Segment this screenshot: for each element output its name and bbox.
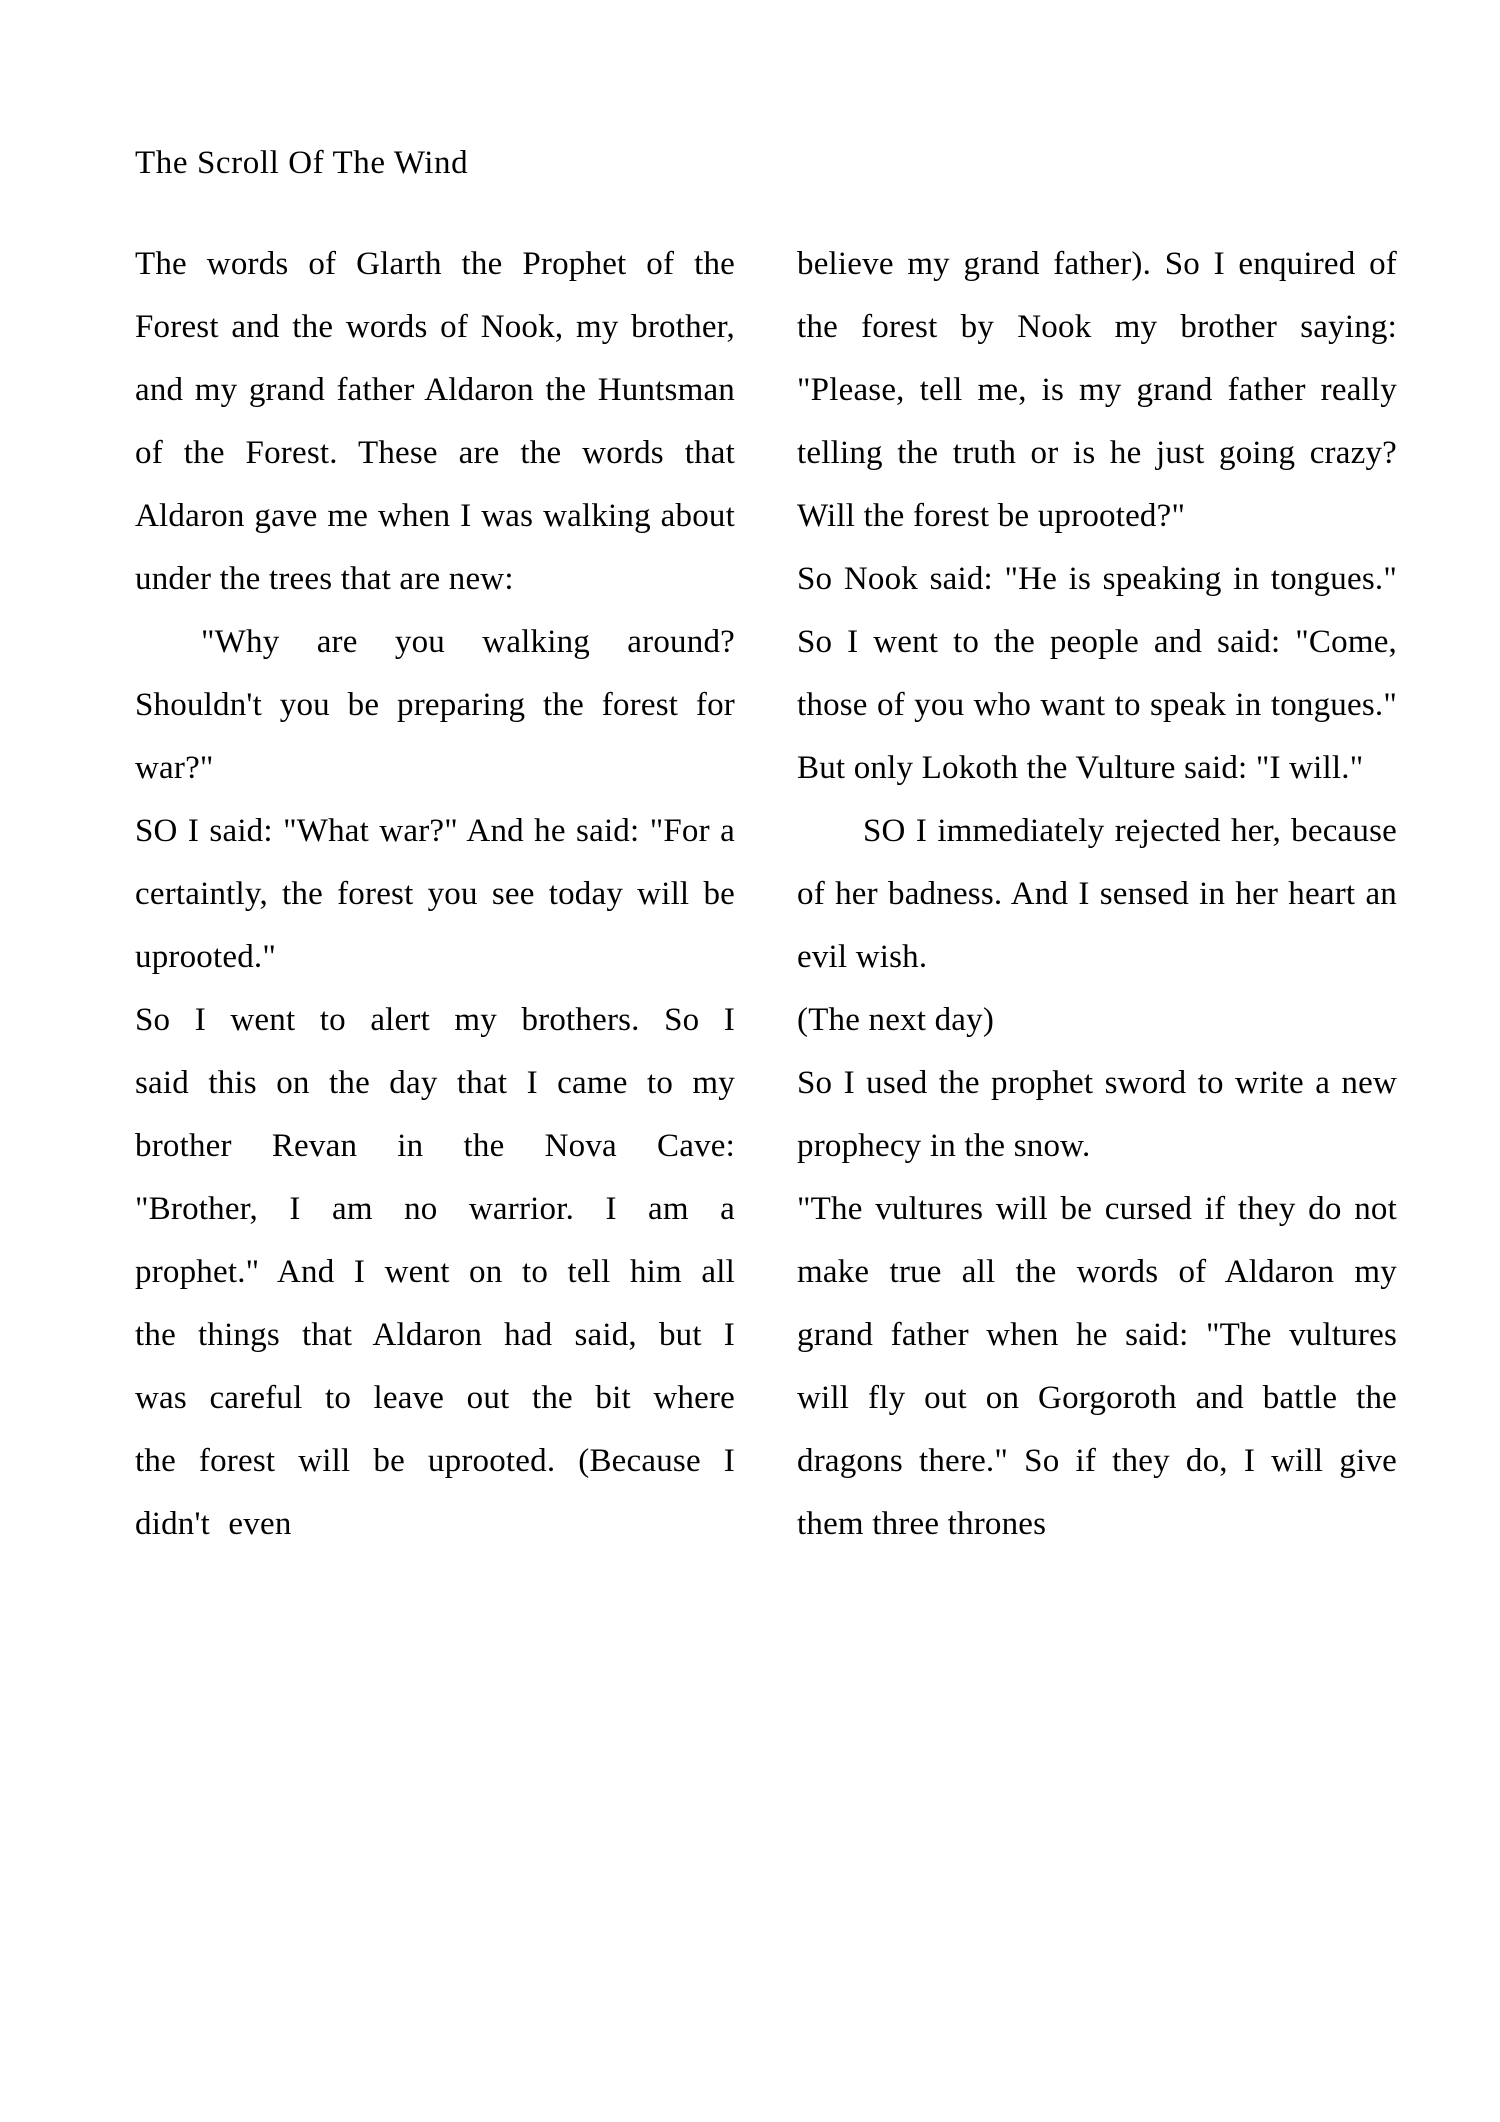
paragraph: "The vultures will be cursed if they do not make true all the words of Aldaron my grand father when he said: "The vultures will fly out on Gorgoroth and battle the dragons there." So if they do, I will give them three thrones — [797, 1190, 1397, 1542]
paragraph: (The next day) — [797, 1001, 995, 1038]
two-column-body — [135, 233, 1397, 1556]
paragraph: believe my grand father). So I enquired of the forest by Nook my brother saying: "Please, tell me, is my grand father really telling the truth or is he just going crazy? Will the forest be uprooted?" — [797, 245, 1397, 534]
right-text-column — [797, 233, 1397, 1556]
paragraph: So Nook said: "He is speaking in tongues." So I went to the people and said: "Come, those of you who want to speak in tongues." But only Lokoth the Vulture said: "I will." — [797, 560, 1397, 786]
page-title: The Scroll Of The Wind — [135, 145, 469, 181]
paragraph: So I used the prophet sword to write a new prophecy in the snow. — [797, 1064, 1397, 1164]
paragraph: SO I said: "What war?" And he said: "For a certaintly, the forest you see today will be uprooted." — [135, 812, 735, 975]
left-text-column — [135, 233, 735, 1556]
paragraph: "Why are you walking around? Shouldn't you be preparing the forest for war?" — [135, 623, 735, 786]
paragraph: So I went to alert my brothers. So I said this on the day that I came to my brother Revan in the Nova Cave: "Brother, I am no warrior. I am a prophet." And I went on to tell him all the things that Aldaron had said, but I was careful to leave out the bit where the forest will be uprooted. (Because I didn't even — [135, 1001, 735, 1542]
paragraph: The words of Glarth the Prophet of the Forest and the words of Nook, my brother, and my grand father Aldaron the Huntsman of the Forest. These are the words that Aldaron gave me when I was walking about under the trees that are new: — [135, 245, 735, 597]
paragraph: SO I immediately rejected her, because of her badness. And I sensed in her heart an evil wish. — [797, 812, 1397, 975]
